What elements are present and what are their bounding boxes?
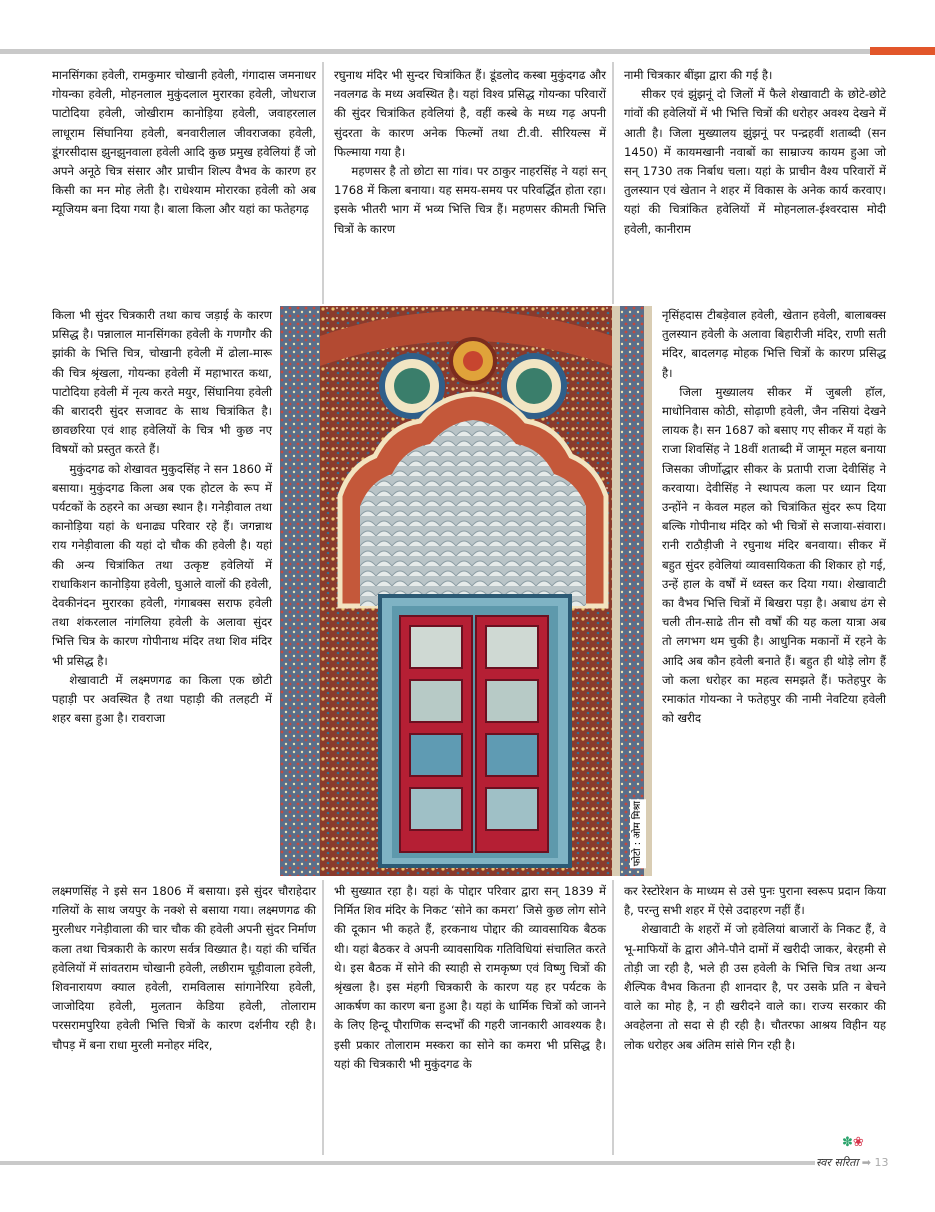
right-column-bottom xyxy=(624,882,886,1055)
column-divider xyxy=(322,62,324,304)
page-footer xyxy=(816,1155,889,1170)
paragraph: कर रेस्टोरेशन के माध्यम से उसे पुनः पुराना स्वरूप प्रदान किया है, परन्तु सभी शहर में ऐसे उदाहरण नहीं हैं। xyxy=(624,884,886,918)
page-number: 13 xyxy=(874,1156,889,1169)
photo-credit: फोटो : ओम मिश्रा xyxy=(630,799,646,868)
paragraph: भी सुख्यात रहा है। यहां के पोद्दार परिवार द्वारा सन् 1839 में निर्मित शिव मंदिर के निकट ‘सोने का कमरा’ जिसे कुछ लोग सोने की दूकान भी कहते हैं, हरकनाथ पोद्दार की व्यावसायिक बैठक थी। यहां बैठकर वे अपनी व्यावसायिक गतिविधियां संचालित करते थे। इस बैठक में सोने की स्याही से रामकृष्ण एवं विष्णु चित्रों की श्रृंखला है। इस मंहगी चित्रकारी के कारण यह हर पर्यटक के आकर्षण का कारण बना हुआ है। यहां के धार्मिक चित्रों को जानने के लिए हिन्दू पौराणिक सन्दर्भों की गहरी जानकारी आवश्यक है। इसी प्रकार तोलाराम मस्करा का सोने का कमरा भी प्रसिद्ध है। यहां की चित्रकारी भी मुकुंदगढ के xyxy=(334,884,606,1071)
right-column-top xyxy=(624,66,886,239)
painted-doorway-illustration xyxy=(280,306,652,876)
red-door-left xyxy=(400,616,472,852)
end-mark-flower-icon: ✽❀ xyxy=(842,1135,864,1150)
arrow-icon: ➡ xyxy=(861,1156,872,1169)
paragraph: महणसर है तो छोटा सा गांव। पर ठाकुर नाहरसिंह ने यहां सन् 1768 में किला बनाया। यह समय-समय पर परिवर्द्धित होता रहा। इसके भीतरी भाग में भव्य भित्ति चित्र हैं। महणसर कीमती भित्ति चित्रों के कारण xyxy=(334,164,606,236)
paragraph: सीकर एवं झुंझनूं दो जिलों में फैले शेखावाटी के छोटे-छोटे गांवों की हवेलियों में भी भित्ति चित्रों की धरोहर अवश्य देखने में आती है। जिला मुख्यालय झुंझनूं पर पन्द्रहवीं शताब्दी (सन 1450) में कायमखानी नवाबों का साम्राज्य कायम हुआ जो सन् 1730 तक निर्बाध चला। यहां के प्राचीन वैश्य परिवारों में तुलस्यान एवं खेतान ने शहर में विकास के अनेक कार्य करवाए। यहां की चित्रांकित हवेलियों में मोहनलाल-ईश्वरदास मोदी हवेली, कानीराम xyxy=(624,87,886,236)
middle-column-top xyxy=(334,66,606,239)
column-divider xyxy=(612,880,614,1155)
magazine-name: स्वर सरिता xyxy=(816,1156,859,1169)
header-rule xyxy=(0,49,870,54)
right-column-middle xyxy=(662,306,886,728)
footer-rule xyxy=(0,1161,815,1165)
left-column-middle xyxy=(52,306,272,728)
header-accent-bar xyxy=(870,47,935,55)
paragraph: मानसिंगका हवेली, रामकुमार चोखानी हवेली, गंगादास जमनाधर गोयन्का हवेली, मोहनलाल मुकुंदलाल मुरारका हवेली, जोधराज पाटोदिया हवेली, जोखीराम कानोड़िया हवेली, जवाहरलाल लाधूराम सिंघानिया हवेली, बनवारीलाल जीवराजका हवेली, डूंगरसीदास झुनझुनवाला हवेली आदि कुछ प्रमुख हवेलियां हैं जो अपने अनूठे चित्र संसार और प्राचीन शिल्प वैभव के कारण हर किसी का मन मोह लेती है। राधेश्याम मोरारका हवेली को अब म्यूजियम बना दिया गया है। बाला किला और यहां का फतेहगढ़ xyxy=(52,68,316,217)
paragraph: किला भी सुंदर चित्रकारी तथा काच जड़ाई के कारण प्रसिद्ध है। पन्नालाल मानसिंगका हवेली के गणगौर की झांकी के भित्ति चित्र, चोखानी हवेली में ढोला-मारू की चित्र श्रृंखला, गोयन्का हवेली में महाभारत कथा, पाटोदिया हवेली में नृत्य करते मयुर, सिंघानिया हवेली की बारादरी सुंदर सजावट के साथ चित्रांकित है। छावछरिया एवं शाह हवेलियों के चित्र भी कुछ नए विषयों को प्रस्तुत करते हैं। xyxy=(52,308,272,457)
left-column-top xyxy=(52,66,316,220)
column-divider xyxy=(612,62,614,304)
middle-column-bottom xyxy=(334,882,606,1074)
paragraph: शेखावाटी के शहरों में जो हवेलियां बाजारों के निकट हैं, वे भू-माफियों के द्वारा औने-पौने दामों में खरीदी जाकर, बेरहमी से तोड़ी जा रही है, भले ही उस हवेली के भित्ति चित्र तथा अन्य शैल्पिक वैभव कितना ही शानदार है, पर उसके प्रति न बेचने वाले का मोह है, न ही खरीदने वाले का। राज्य सरकार की अवहेलना तो सदा से ही रही है। चौतरफा आश्रय विहीन यह लोक धरोहर अब अंतिम सांसे गिन रही है। xyxy=(624,922,886,1052)
red-door-right xyxy=(476,616,548,852)
mural-photo xyxy=(280,306,652,876)
paragraph: नृसिंहदास टीबड़ेवाल हवेली, खेतान हवेली, बालाबक्स तुलस्यान हवेली के अलावा बिहारीजी मंदिर, राणी सती मंदिर, बादलगढ़ मोहक भित्ति चित्रों के कारण प्रसिद्ध है। xyxy=(662,308,886,380)
left-column-bottom xyxy=(52,882,316,1055)
column-divider xyxy=(322,880,324,1155)
paragraph: शेखावाटी में लक्ष्मणगढ का किला एक छोटी पहाड़ी पर अवस्थित है तथा पहाड़ी की तलहटी में शहर बसा हुआ है। रावराजा xyxy=(52,672,272,726)
paragraph: लक्ष्मणसिंह ने इसे सन 1806 में बसाया। इसे सुंदर चौराहेदार गलियों के साथ जयपुर के नक्शे से बसाया गया। लक्ष्मणगढ की मुरलीधर गनेड़ीवाला की चार चौक की हवेली अपनी सुंदर निर्माण कला तथा चित्रकारी के कारण सर्वत्र विख्यात है। यहां की चर्चित हवेलियों में सांवतराम चोखानी हवेली, लछीराम चूड़ीवाला हवेली, शिवनारायण क्याल हवेली, रामविलास सांगानेरिया हवेली, जाजोदिया हवेली, मुलतान केडिया हवेली, तोलाराम परसरामपुरिया हवेली भित्ति चित्रों के कारण दर्शनीय रही है। चौपड़ में बना राधा मुरली मनोहर मंदिर, xyxy=(52,884,316,1052)
paragraph: रघुनाथ मंदिर भी सुन्दर चित्रांकित हैं। डूंडलोद कस्बा मुकुंदगढ और नवलगढ के मध्य अवस्थित है। यहां विश्व प्रसिद्ध गोयन्का परिवारों की सुंदर चित्रांकित हवेलियां है, वहीं कस्बे के मध्य गढ़ अपनी सुंदरता के कारण अनेक फिल्मों तथा टी.वी. सीरियल्स में फिल्माया गया है। xyxy=(334,68,606,159)
paragraph: मुकुंदगढ को शेखावत मुकुदसिंह ने सन 1860 में बसाया। मुकुंदगढ किला अब एक होटल के रूप में पर्यटकों के ठहरने का अच्छा स्थान है। गनेड़ीवाल तथा कानोड़िया यहां के धनाढ्य परिवार रहे हैं। जगन्नाथ राय गनेड़ीवाला की यहां दो चौक की हवेली है। यहां की अन्य चित्रांकित तथा उत्कृष्ट हवेलियों में राधाकिशन कानोड़िया हवेली, घुआले वालों की हवेली, देवकीनंदन मुरारका हवेली, गंगाबक्स सराफ हवेली तथा शंकरलाल नांगलिया हवेली के अलावा सुंदर भित्ति चित्र के कारण गोपीनाथ मंदिर तथा शिव मंदिर भी प्रसिद्ध है। xyxy=(52,461,272,668)
paragraph: जिला मुख्यालय सीकर में जुबली हॉल, माधोनिवास कोठी, सोढ़ाणी हवेली, जैन नसियां देखने लायक है। सन 1687 को बसाए गए सीकर में यहां के राजा शिवसिंह ने 18वीं शताब्दी में जामून महल बनाया जिसका जीर्णोद्धार सीकर के प्रतापी राजा देवीसिंह ने करवाया। देवीसिंह ने स्थापत्य कला पर ध्यान दिया उन्होंने न केवल महल को चित्रांकित सुंदर रूप दिया बल्कि गोपीनाथ मंदिर को भी चित्रों से सजाया-संवारा। रानी राठौड़ीजी ने रघुनाथ मंदिर बनवाया। सीकर में बहुत सुंदर हवेलियां व्यावसायिकता की शिकार हो गई, उन्हें हाल के वर्षों में ध्वस्त कर दिया गया। शेखावाटी का वैभव भित्ति चित्रों में बिखरा पड़ा है। अबाध ढंग से चली तीन-साढे तीन सौ वर्षों की यह कला यात्रा अब तो लगभग थम चुकी है। आधुनिक मकानों में रहने के आदि अब कौन हवेली बनाते हैं। बहुत ही थोड़े लोग हैं जो कला धरोहर का महत्व समझते हैं। फतेहपुर के रमाकांत गोयन्का ने फतेहपुर की नामी नेवटिया हवेली को खरीद xyxy=(662,384,886,726)
paragraph: नामी चित्रकार बींझा द्वारा की गई है। xyxy=(624,68,773,82)
